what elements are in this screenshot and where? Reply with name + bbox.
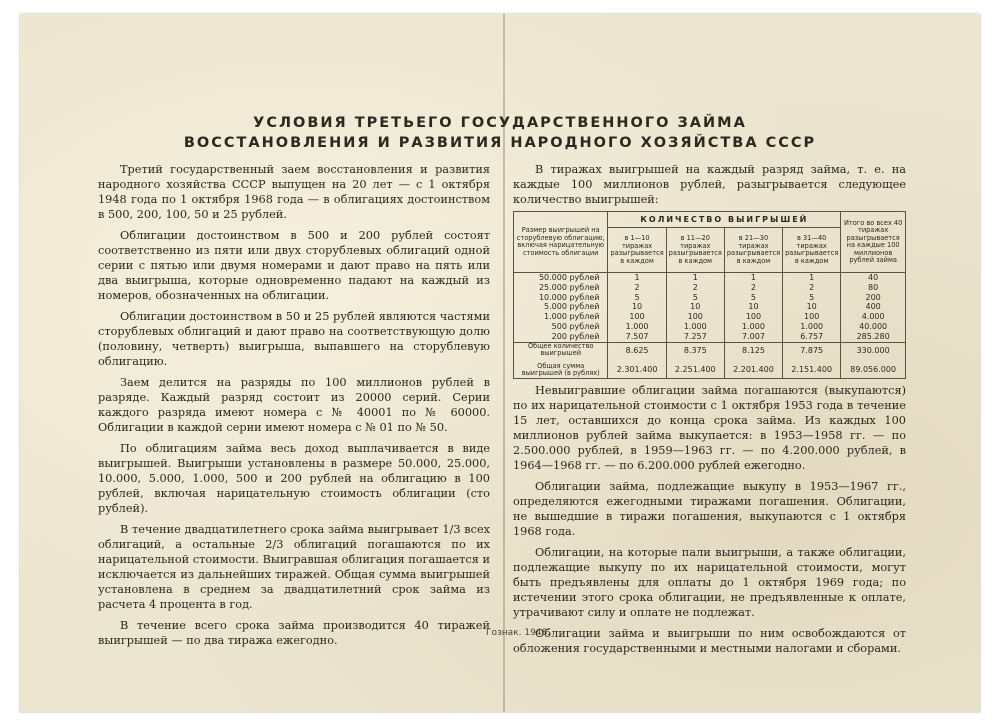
paragraph: Облигации достоинством в 50 и 25 рублей являются частями сторублевых облигаций и дают право на соответствующую долю (половину, четверть) выигрыша, выпавшего на сторублевую облигацию. [98,310,490,368]
table-cell: 10 [690,302,701,312]
table-cell: 1.000 [742,321,765,331]
prize-size: 1.000 рублей [544,312,600,322]
prize-size: 500 рублей [551,321,600,331]
table-cell: 8.375 [683,345,707,355]
paragraph: В течение двадцатилетнего срока займа выигрывает 1/3 всех облигаций, а остальные 2/3 облигаций погашаются по их нарицательной стоимости. Выигравшая облигация погашается и исключается из дальнейших тиражей. Общая сумма выигрышей установлена в среднем за двадцатилетний срок займа из расчета 4 процента в год. [98,523,490,611]
table-cell: 100 [745,312,762,322]
size-header: Размер выигрышей на сторублевую облигацию, включая нарицательную стоимость облигации [514,212,608,273]
table-cell: 100 [629,312,645,322]
draws-21-30-column [724,273,782,343]
totals-cell [608,342,666,378]
prize-size: 50.000 рублей [538,273,600,282]
paragraph: Облигации займа, подлежащие выкупу в 1953—1967 гг., определяются ежегодными тиражами погашения. Облигации, не вышедшие в тиражи погашения, выкупаются с 1 октября 1968 года. [513,479,906,538]
prize-size: 10.000 рублей [538,292,600,302]
paragraph: Заем делится на разряды по 100 миллионов рублей в разряде. Каждый разряд состоит из 20000 серий. Серии каждого разряда имеют номера с № 40001 по № 60000. Облигации в каждой серии имеют номера с № 01 по № 50. [98,376,490,434]
table-cell: 5 [692,292,698,302]
table-cell: 2 [750,282,757,292]
table-cell: 2.151.400 [791,364,833,374]
table-cell: 285.280 [856,331,890,341]
paragraph: По облигациям займа весь доход выплачивается в виде выигрышей. Выигрыши установлены в размере 50.000, 25.000, 10.000, 5.000, 1.000, 500 и 200 рублей на облигацию в 100 рублей, включая нарицательную стоимость облигации (сто рублей). [98,442,490,515]
totals-cell [841,342,906,378]
column-header: в 11—20 тиражах разыгрывается в каждом [666,228,724,273]
totals-label-column [514,342,608,378]
prize-size: 200 рублей [551,331,600,341]
table-cell: 4.000 [861,312,885,322]
prize-size-column [514,273,608,343]
table-cell: 1 [809,273,815,282]
prize-size: 5.000 рублей [544,302,600,312]
paragraph: В течение всего срока займа производится 40 тиражей выигрышей — по два тиража ежегодно. [98,619,490,647]
table-cell: 2.201.400 [733,364,774,374]
table-cell: 2.251.400 [674,364,716,374]
table-cell: 8.625 [625,345,649,355]
table-cell: 10 [631,302,643,312]
paragraph: Невыигравшие облигации займа погашаются (выкупаются) по их нарицательной стоимости с 1 октября 1953 года в течение 15 лет, оставшихся до конца срока займа. Из каждых 100 миллионов рублей займа выкупается: в 1953—1958 гг. — по 2.500.000 рублей, в 1959—1963 гг. — по 4.200.000 рублей, в 1964—1968 гг. — по 6.200.000 рублей ежегодно. [513,383,906,472]
prize-size: 25.000 рублей [538,282,600,292]
table-cell: 40.000 [859,321,888,331]
table-cell: 100 [687,312,703,322]
table-cell: 7.257 [683,331,707,341]
prize-table [513,211,906,379]
totals-cell [783,342,841,378]
table-cell: 5 [809,292,815,302]
table-cell: 10 [806,302,817,312]
table-body-row [514,273,906,343]
table-cell: 5 [750,292,757,302]
draws-11-20-column [666,273,724,343]
column-header: в 21—30 тиражах разыгрывается в каждом [724,228,782,273]
table-cell: 200 [865,292,881,302]
table-cell: 2 [692,282,698,292]
draws-1-10-column [608,273,666,343]
printer-imprint: Гознак. 1948. [486,628,551,638]
column-header: в 1—10 тиражах разыгрывается в каждом [608,228,666,273]
bond-sheet [20,14,980,712]
totals-cell [666,342,724,378]
table-cell: 8.125 [742,345,765,355]
total-sum-label: Общая сумма выигрышей (в рублях) [521,361,600,378]
table-cell: 1 [634,273,640,282]
table-cell: 7.507 [625,331,649,341]
total-header: Итого во всех 40 тиражах разыгрывается на каждые 100 миллионов рублей займа [841,212,906,273]
table-cell: 40 [868,273,879,282]
paragraph: Третий государственный заем восстановления и развития народного хозяйства СССР выпущен на 20 лет — с 1 октября 1948 года по 1 октября 1968 года — в облигациях достоинством в 500, 200, 100, 50 и 25 рублей. [98,163,490,221]
table-cell: 330.000 [856,345,890,355]
table-cell: 2 [809,282,815,292]
table-cell: 1 [750,273,757,282]
table-cell: 2.301.400 [616,364,658,374]
table-intro: В тиражах выигрышей на каждый разряд займа, т. е. на каждые 100 миллионов рублей, разыгрывается следующее количество выигрышей: [513,163,906,206]
title-line-2: ВОССТАНОВЛЕНИЯ И РАЗВИТИЯ НАРОДНОГО ХОЗЯЙСТВА СССР [183,135,817,151]
column-header: в 31—40 тиражах разыгрывается в каждом [783,228,841,273]
table-cell: 6.757 [800,331,824,341]
table-cell: 400 [865,302,881,312]
paragraph: Облигации займа и выигрыши по ним освобождаются от обложения государственными и местными налогами и сборами. [513,626,906,655]
title-line-1: УСЛОВИЯ ТРЕТЬЕГО ГОСУДАРСТВЕННОГО ЗАЙМА [253,115,747,131]
group-header: КОЛИЧЕСТВО ВЫИГРЫШЕЙ [608,212,841,228]
table-cell: 100 [804,312,820,322]
left-column [98,162,490,654]
table-cell: 7.875 [800,345,824,355]
table-cell: 89.056.000 [850,364,897,374]
total-column [841,273,906,343]
totals-row [514,342,906,378]
table-cell: 80 [868,282,879,292]
table-cell: 1 [692,273,698,282]
totals-cell [724,342,782,378]
table-cell: 2 [634,282,640,292]
table-cell: 7.007 [742,331,765,341]
table-cell: 10 [748,302,759,312]
table-cell: 1.000 [625,321,649,331]
total-count-label: Общее количество выигрышей [527,341,594,358]
draws-31-40-column [783,273,841,343]
right-column [513,162,906,662]
table-cell: 5 [634,292,640,302]
table-cell: 1.000 [683,321,707,331]
paragraph: Облигации достоинством в 500 и 200 рублей состоят соответственно из пяти или двух сторублевых облигаций одной серии с пятью или двумя номерами и дают право на пять или два выигрыша, которые одновременно падают на каждый из номеров, обозначенных на облигации. [98,229,490,302]
paragraph: Облигации, на которые пали выигрыши, а также облигации, подлежащие выкупу по их нарицательной стоимости, могут быть предъявлены для оплаты до 1 октября 1969 года; по истечении этого срока облигации, не предъявленные к оплате, утрачивают силу и оплате не подлежат. [513,545,906,619]
table-cell: 1.000 [800,321,824,331]
